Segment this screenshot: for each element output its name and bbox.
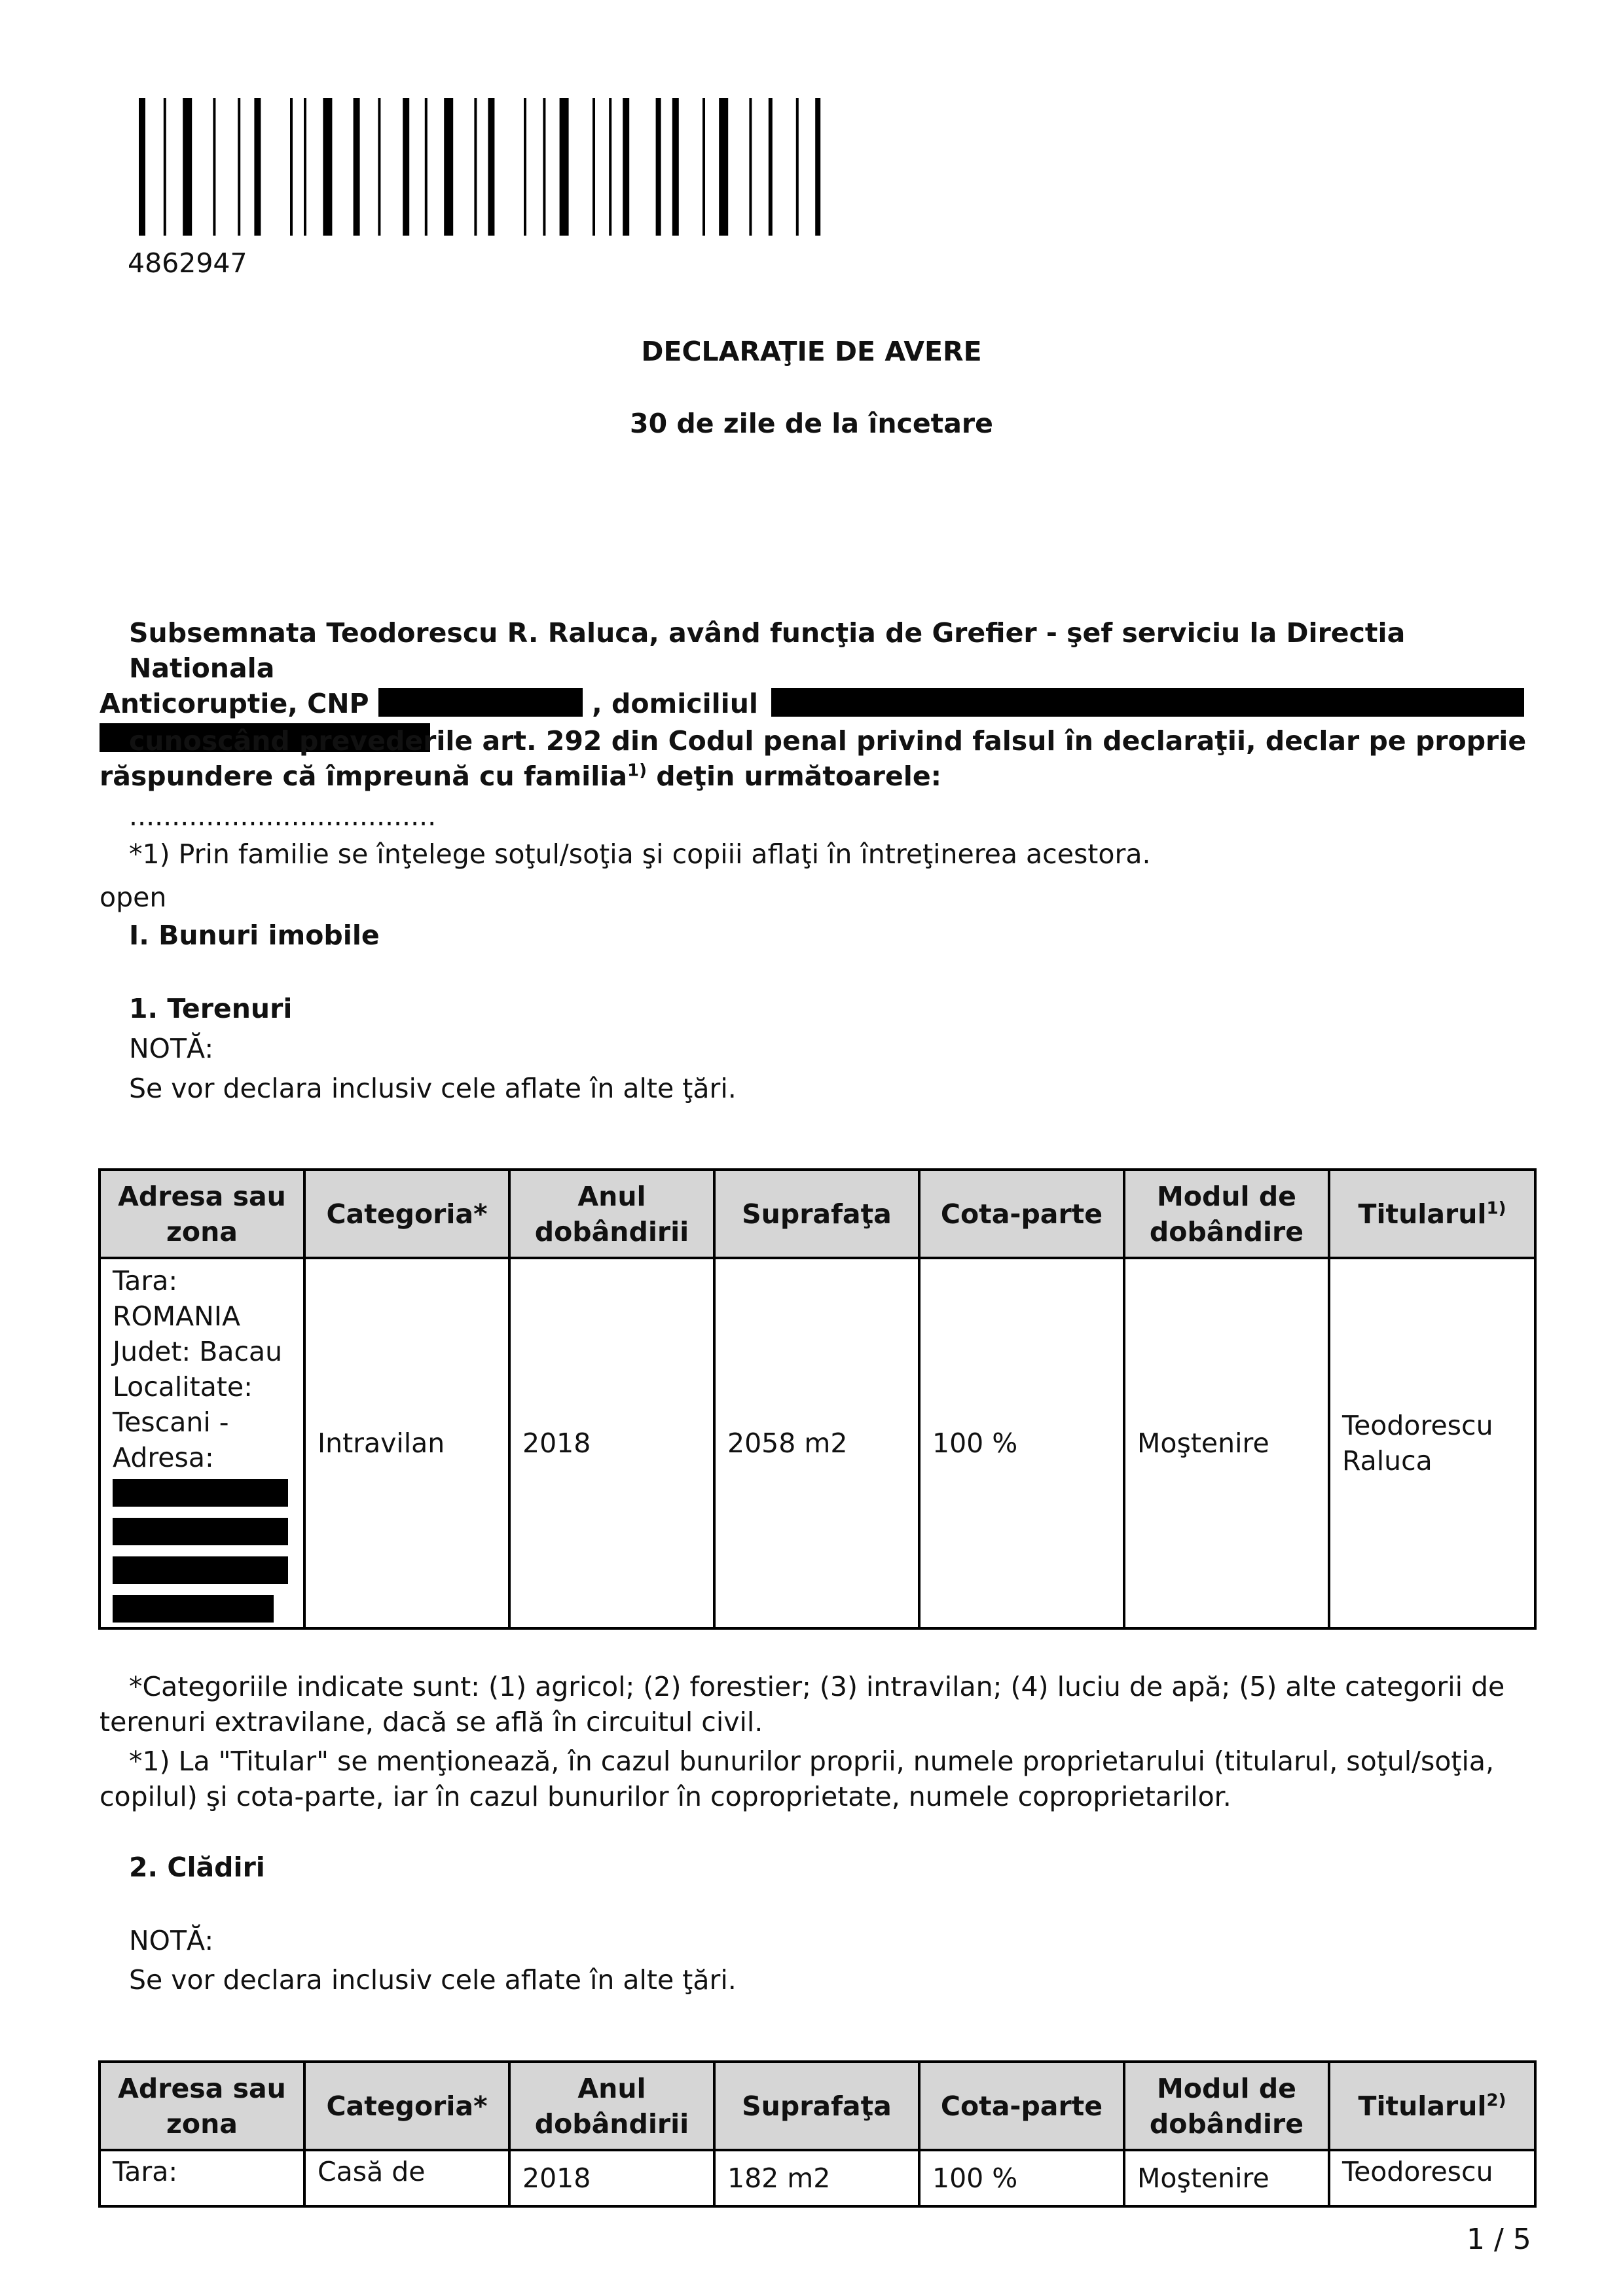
redacted-address <box>113 1518 288 1545</box>
cell-owner: Teodorescu <box>1329 2150 1535 2206</box>
address-line: Tara: <box>113 1265 178 1297</box>
cell-owner <box>1329 1258 1535 1628</box>
titularul-sup: 2) <box>1486 2090 1506 2110</box>
intro-line-2 <box>100 686 1540 721</box>
intro-line-1: Subsemnata Teodorescu R. Raluca, având funcţia de Grefier - şef serviciu la Directia Nationala <box>129 617 1406 684</box>
open-label: open <box>100 882 167 913</box>
titular-note-line: copilul) şi cota-parte, iar în cazul bunurilor în coproprietate, numele coproprietarilor. <box>100 1781 1231 1812</box>
header-suprafata: Suprafaţa <box>714 1170 919 1258</box>
redacted-cnp <box>378 688 583 717</box>
categories-note <box>100 1669 1540 1740</box>
titularul-label: Titularul <box>1358 1198 1487 1230</box>
header-cota-parte: Cota-parte <box>919 2062 1124 2150</box>
header-suprafata: Suprafaţa <box>714 2062 919 2150</box>
declaration-line-2 <box>100 759 1540 794</box>
header-anul: Anul dobândirii <box>509 1170 714 1258</box>
address-line: Tescani - <box>113 1407 229 1438</box>
header-anul: Anul dobândirii <box>509 2062 714 2150</box>
redacted-address <box>113 1556 288 1584</box>
header-titularul <box>1329 1170 1535 1258</box>
cladiri-table <box>98 2060 1537 2208</box>
titular-note-line: *1) La "Titular" se menţionează, în cazul bunurilor proprii, numele proprietarului (titularul, soţul/soţia, <box>129 1746 1495 1777</box>
header-adresa: Adresa sau zona <box>100 2062 304 2150</box>
categories-note-line: terenuri extravilane, dacă se află în circuitul civil. <box>100 1706 763 1738</box>
document-title: DECLARAŢIE DE AVERE <box>641 336 982 367</box>
cell-address: Tara: <box>100 2150 304 2206</box>
section-title-bunuri-imobile: I. Bunuri imobile <box>129 920 380 951</box>
table-header-row <box>100 1170 1535 1258</box>
cell-share: 100 % <box>919 1258 1124 1628</box>
categories-note-line: *Categoriile indicate sunt: (1) agricol; (2) forestier; (3) intravilan; (4) luciu de apă; (5) alte categorii de <box>129 1671 1505 1702</box>
declaration-statement <box>100 723 1540 794</box>
header-modul: Modul de dobândire <box>1124 1170 1329 1258</box>
titular-note <box>100 1744 1540 1814</box>
titularul-sup: 1) <box>1486 1198 1506 1218</box>
cell-area: 2058 m2 <box>714 1258 919 1628</box>
table-header-row <box>100 2062 1535 2150</box>
page-number: 1 / 5 <box>1467 2223 1531 2256</box>
header-titularul <box>1329 2062 1535 2150</box>
nota-label: NOTĂ: <box>129 1033 214 1064</box>
cell-year: 2018 <box>509 2150 714 2206</box>
declaration-text-end: deţin următoarele: <box>647 761 942 792</box>
owner-line: Raluca <box>1342 1445 1432 1477</box>
titularul-label: Titularul <box>1358 2090 1487 2122</box>
table-row <box>100 2150 1535 2206</box>
cell-area: 182 m2 <box>714 2150 919 2206</box>
redacted-domicile <box>771 688 1524 717</box>
document-subtitle: 30 de zile de la încetare <box>630 408 993 439</box>
redacted-address <box>113 1479 288 1507</box>
header-categoria: Categoria* <box>304 1170 509 1258</box>
cell-year: 2018 <box>509 1258 714 1628</box>
owner-line: Teodorescu <box>1342 1410 1493 1441</box>
header-adresa: Adresa sau zona <box>100 1170 304 1258</box>
address-line: Adresa: <box>113 1442 214 1473</box>
header-modul: Modul de dobândire <box>1124 2062 1329 2150</box>
cell-category: Intravilan <box>304 1258 509 1628</box>
subsection-title-terenuri: 1. Terenuri <box>129 993 293 1024</box>
address-line: Judet: Bacau <box>113 1336 283 1367</box>
cell-mode: Moştenire <box>1124 2150 1329 2206</box>
header-cota-parte: Cota-parte <box>919 1170 1124 1258</box>
terenuri-table <box>98 1168 1537 1630</box>
barcode-number: 4862947 <box>128 247 247 279</box>
nota2-label: NOTĂ: <box>129 1925 214 1956</box>
barcode <box>139 98 885 236</box>
cell-share: 100 % <box>919 2150 1124 2206</box>
nota-text: Se vor declara inclusiv cele aflate în alte ţări. <box>129 1073 737 1104</box>
redacted-address <box>113 1595 274 1623</box>
table-row <box>100 1258 1535 1628</box>
footnote-marker: 1) <box>627 761 647 781</box>
address-line: Localitate: <box>113 1371 253 1403</box>
cell-mode: Moştenire <box>1124 1258 1329 1628</box>
family-footnote: *1) Prin familie se înţelege soţul/soţia şi copiii aflaţi în întreţinerea acestora. <box>129 838 1151 870</box>
domicile-label: , domiciliul <box>592 688 758 719</box>
address-line: ROMANIA <box>113 1300 240 1332</box>
nota2-text: Se vor declara inclusiv cele aflate în alte ţări. <box>129 1964 737 1996</box>
cnp-label: Anticoruptie, CNP <box>100 688 369 719</box>
declaration-line-1: cunoscând prevederile art. 292 din Codul penal privind falsul în declaraţii, declar pe proprie <box>129 725 1527 757</box>
declaration-text: răspundere că împreună cu familia <box>100 761 628 792</box>
dots-line: .................................... <box>129 800 437 832</box>
subsection-title-cladiri: 2. Clădiri <box>129 1852 265 1883</box>
cell-address <box>100 1258 304 1628</box>
header-categoria: Categoria* <box>304 2062 509 2150</box>
cell-category: Casă de <box>304 2150 509 2206</box>
